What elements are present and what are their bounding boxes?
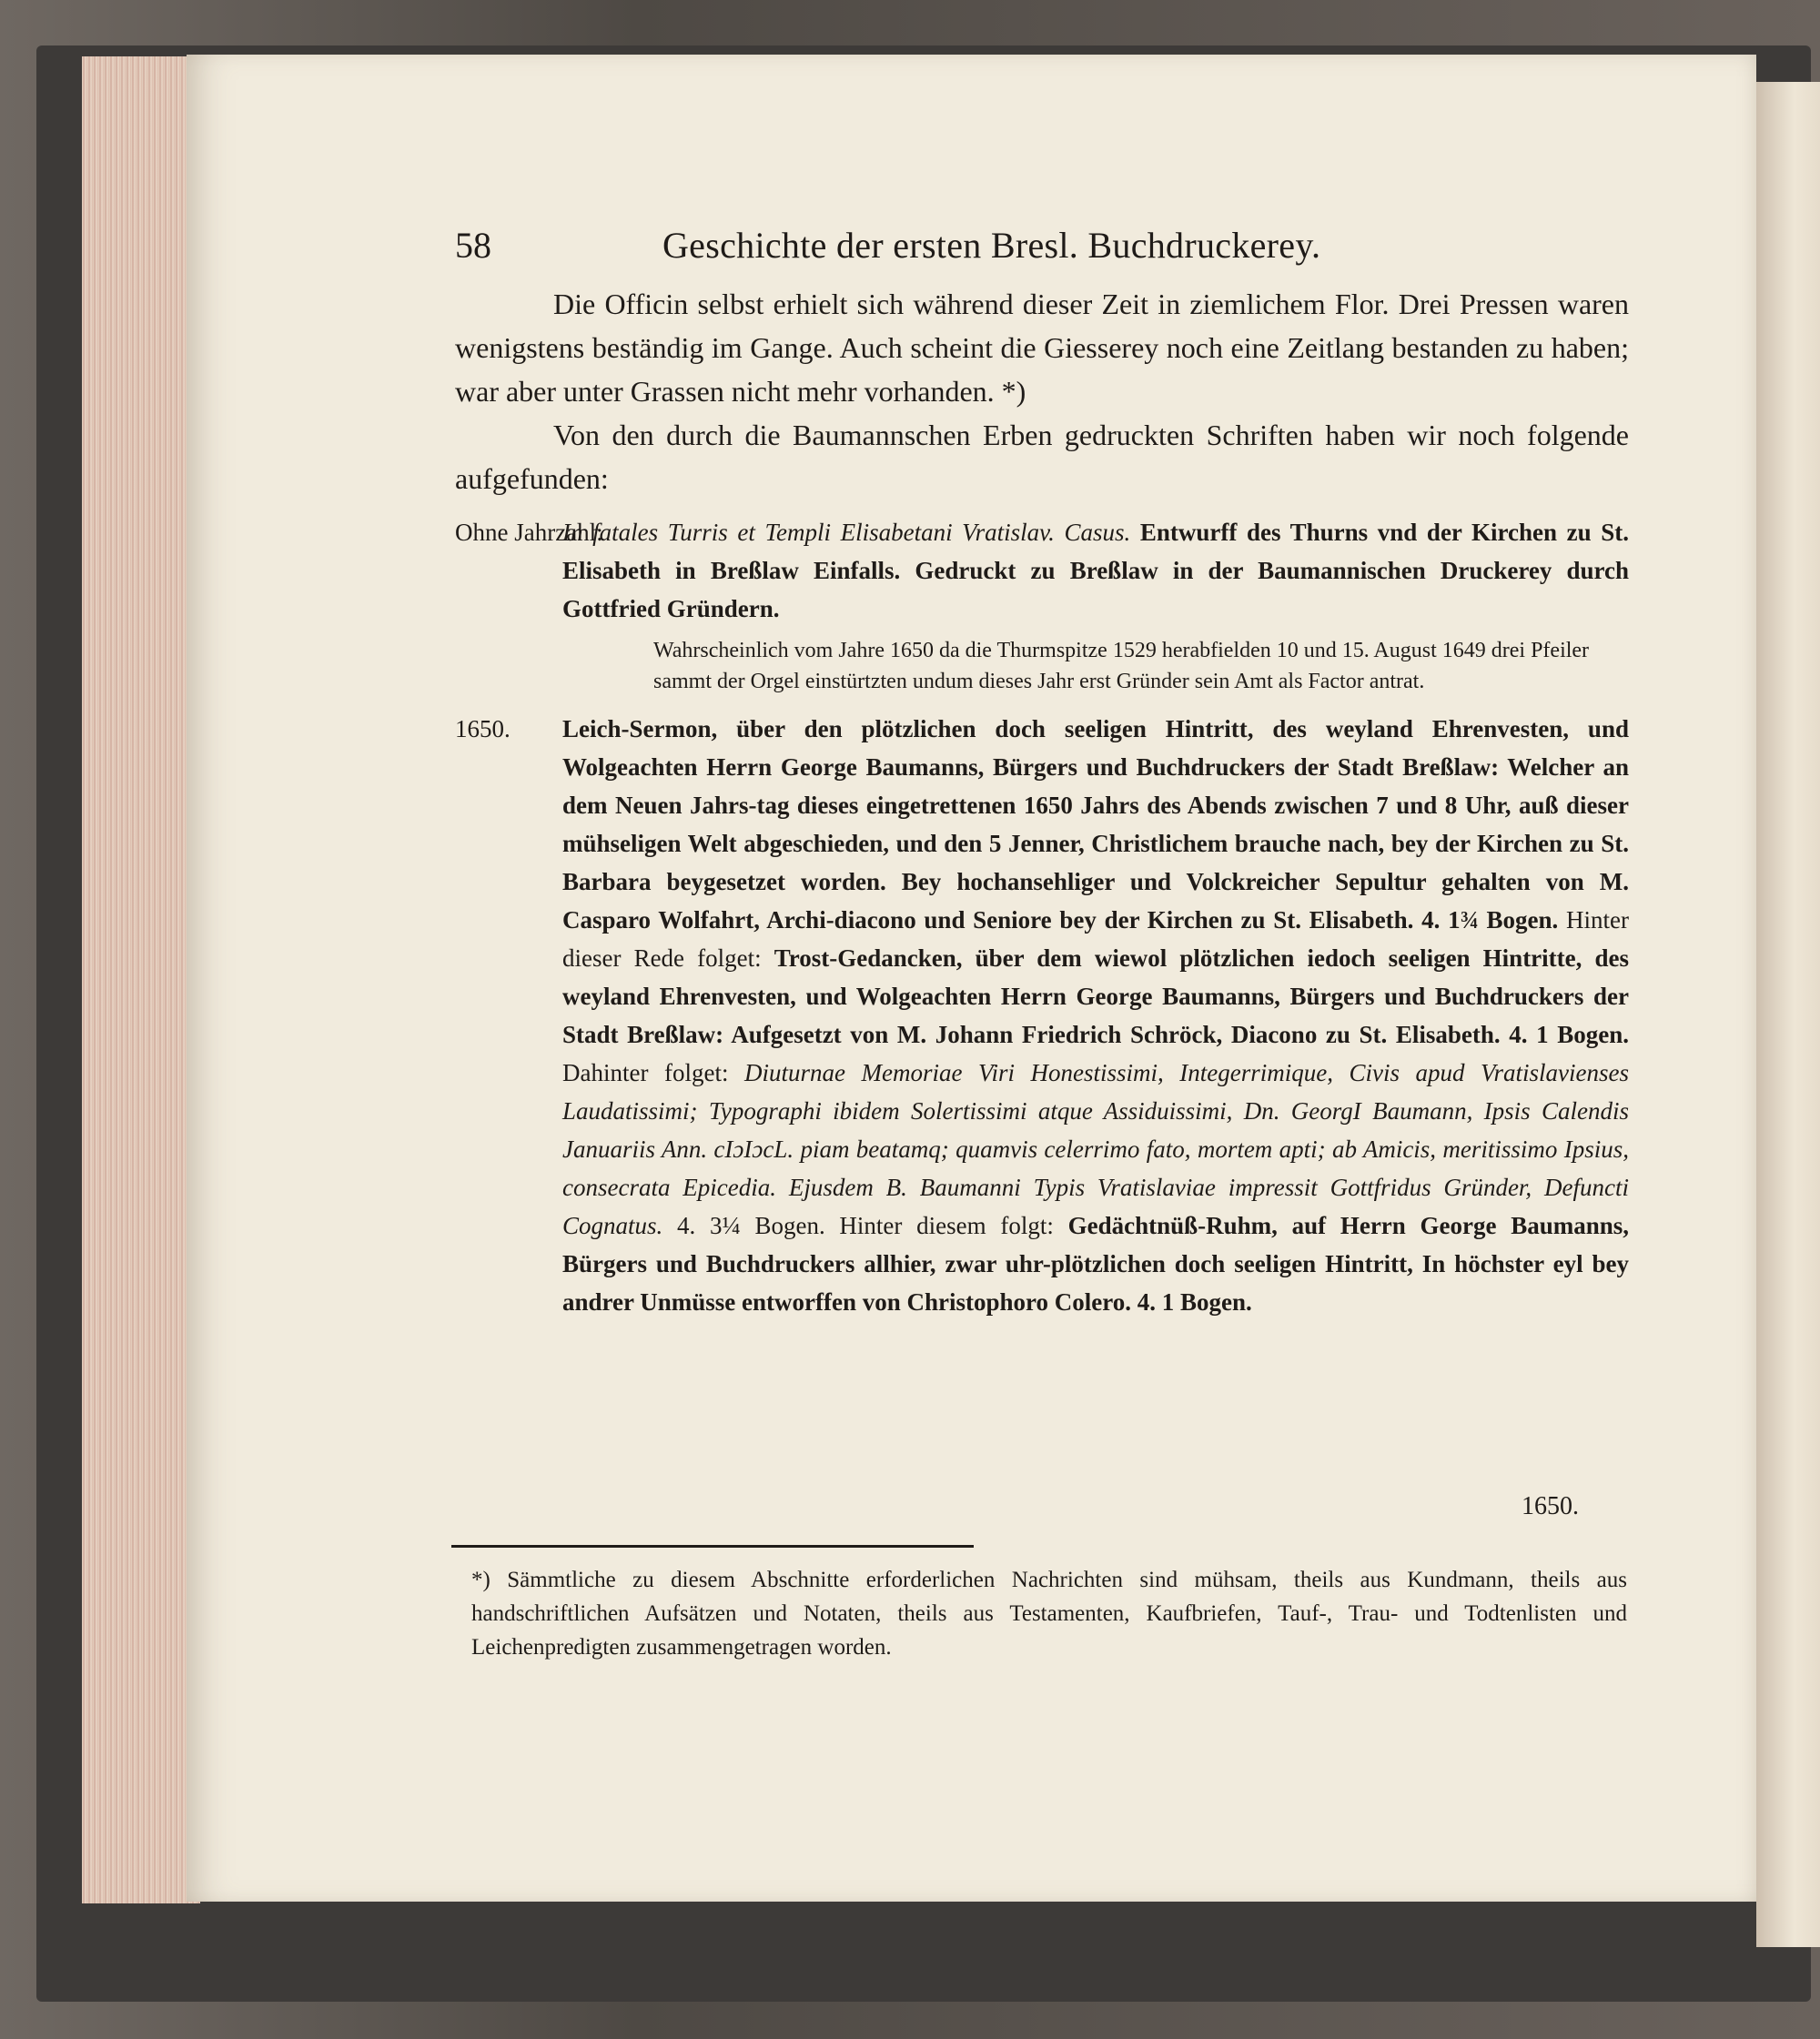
german-title: Entwurff des Thurns vnd der Kirchen zu St. Elisabeth in Breßlaw Einfalls. Gedruckt zu Breßlaw in der Baumannischen Druckerey durch Gottfried Gründern.	[562, 519, 1629, 622]
entry-text-part: Trost-Gedancken, über dem wiewol plötzlichen iedoch seeligen Hintritte, des weyland Ehrenvesten, und Wolgeachten Herrn George Baumanns, Bürgers und Buchdruckers der Stadt Breßlaw: Aufgesetzt von M. Johann Friedrich Schröck, Diacono zu St. Elisabeth. 4. 1 Bogen.	[562, 944, 1629, 1048]
footnote: *) Sämmtliche zu diesem Abschnitte erforderlichen Nachrichten sind mühsam, theils aus Kundmann, theils aus handschriftlichen Aufsätzen und Notaten, theils aus Testamenten, Kaufbriefen, Tauf-, Trau- und Todtenlisten und Leichenpredigten zusammengetragen worden.	[471, 1568, 1627, 1660]
paragraph-1: Die Officin selbst erhielt sich während dieser Zeit in ziemlichem Flor. Drei Pressen waren wenigstens beständig im Gange. Auch scheint die Giesserey noch eine Zeitlang bestanden zu haben; war aber unter Grassen nicht mehr vorhanden. *)	[455, 288, 1629, 408]
entry-1650	[273, 710, 1629, 1321]
entry-label: 1650.	[455, 715, 511, 742]
entry-body	[562, 710, 1629, 1321]
entry-text-part: 4. 3¼ Bogen. Hinter diesem folgt:	[677, 1212, 1054, 1239]
entry-text-part: Diuturnae Memoriae Viri Honestissimi, Integerrimique, Civis apud Vratislavienses Laudatissimi; Typographi ibidem Solertissimi atque Assiduissimi, Dn. GeorgI Baumann, Ipsis Calendis Januariis Ann. cIɔIɔcL. piam beatamq; quamvis celerrimo fato, mortem apti; ab Amicis, meritissimo Ipsius, consecrata Epicedia. Ejusdem B. Baumanni Typis Vratislaviae impressit Gottfridus Gründer, Defuncti Cognatus.	[562, 1059, 1629, 1239]
page-number: 58	[455, 225, 491, 266]
page-content	[273, 218, 1629, 2002]
entry-body	[562, 513, 1629, 628]
entry-text-part: Dahinter folget:	[562, 1059, 729, 1086]
paragraph-2: Von den durch die Baumannschen Erben gedruckten Schriften haben wir noch folgende aufgefunden:	[455, 419, 1629, 495]
page-edges	[82, 56, 200, 1903]
catchword: 1650.	[1522, 1492, 1579, 1520]
entry-label: Ohne Jahrzahl:	[455, 519, 603, 546]
entry-text-part: Hinter dieser Rede folget:	[562, 906, 1630, 972]
running-title: Geschichte der ersten Bresl. Buchdruckerey.	[662, 225, 1321, 266]
entry-ohne-jahrzahl	[273, 513, 1629, 697]
footnote-rule	[451, 1545, 974, 1548]
entry-text-part: Gedächtnüß-Ruhm, auf Herrn George Baumanns, Bürgers und Buchdruckers allhier, zwar uhr-plötzlichen doch seeligen Hintritt, In höchster eyl bey andrer Unmüsse entworffen von Christophoro Colero. 4. 1 Bogen.	[562, 1212, 1630, 1316]
entry-note: Wahrscheinlich vom Jahre 1650 da die Thurmspitze 1529 herabfielden 10 und 15. August 1649 drei Pfeiler sammt der Orgel einstürtzten undum dieses Jahr erst Gründer sein Amt als Factor antrat.	[653, 639, 1590, 693]
page-header	[273, 218, 1629, 282]
latin-title: In fatales Turris et Templi Elisabetani Vratislav. Casus.	[562, 519, 1131, 546]
entry-text-part: Leich-Sermon, über den plötzlichen doch seeligen Hintritt, des weyland Ehrenvesten, und Wolgeachten Herrn George Baumanns, Bürgers und Buchdruckers der Stadt Breßlaw: Welcher an dem Neuen Jahrs-tag dieses eingetrettenen 1650 Jahrs des Abends zwischen 7 und 8 Uhr, auß dieser mühseligen Welt abgeschieden, und den 5 Jenner, Christlichem brauche nach, bey der Kirchen zu St. Barbara beygesetzet worden. Bey hochansehliger und Volckreicher Sepultur gehalten von M. Casparo Wolfahrt, Archi-diacono und Seniore bey der Kirchen zu St. Elisabeth. 4. 1¾ Bogen.	[562, 715, 1629, 934]
next-page-edge	[1756, 82, 1820, 1947]
